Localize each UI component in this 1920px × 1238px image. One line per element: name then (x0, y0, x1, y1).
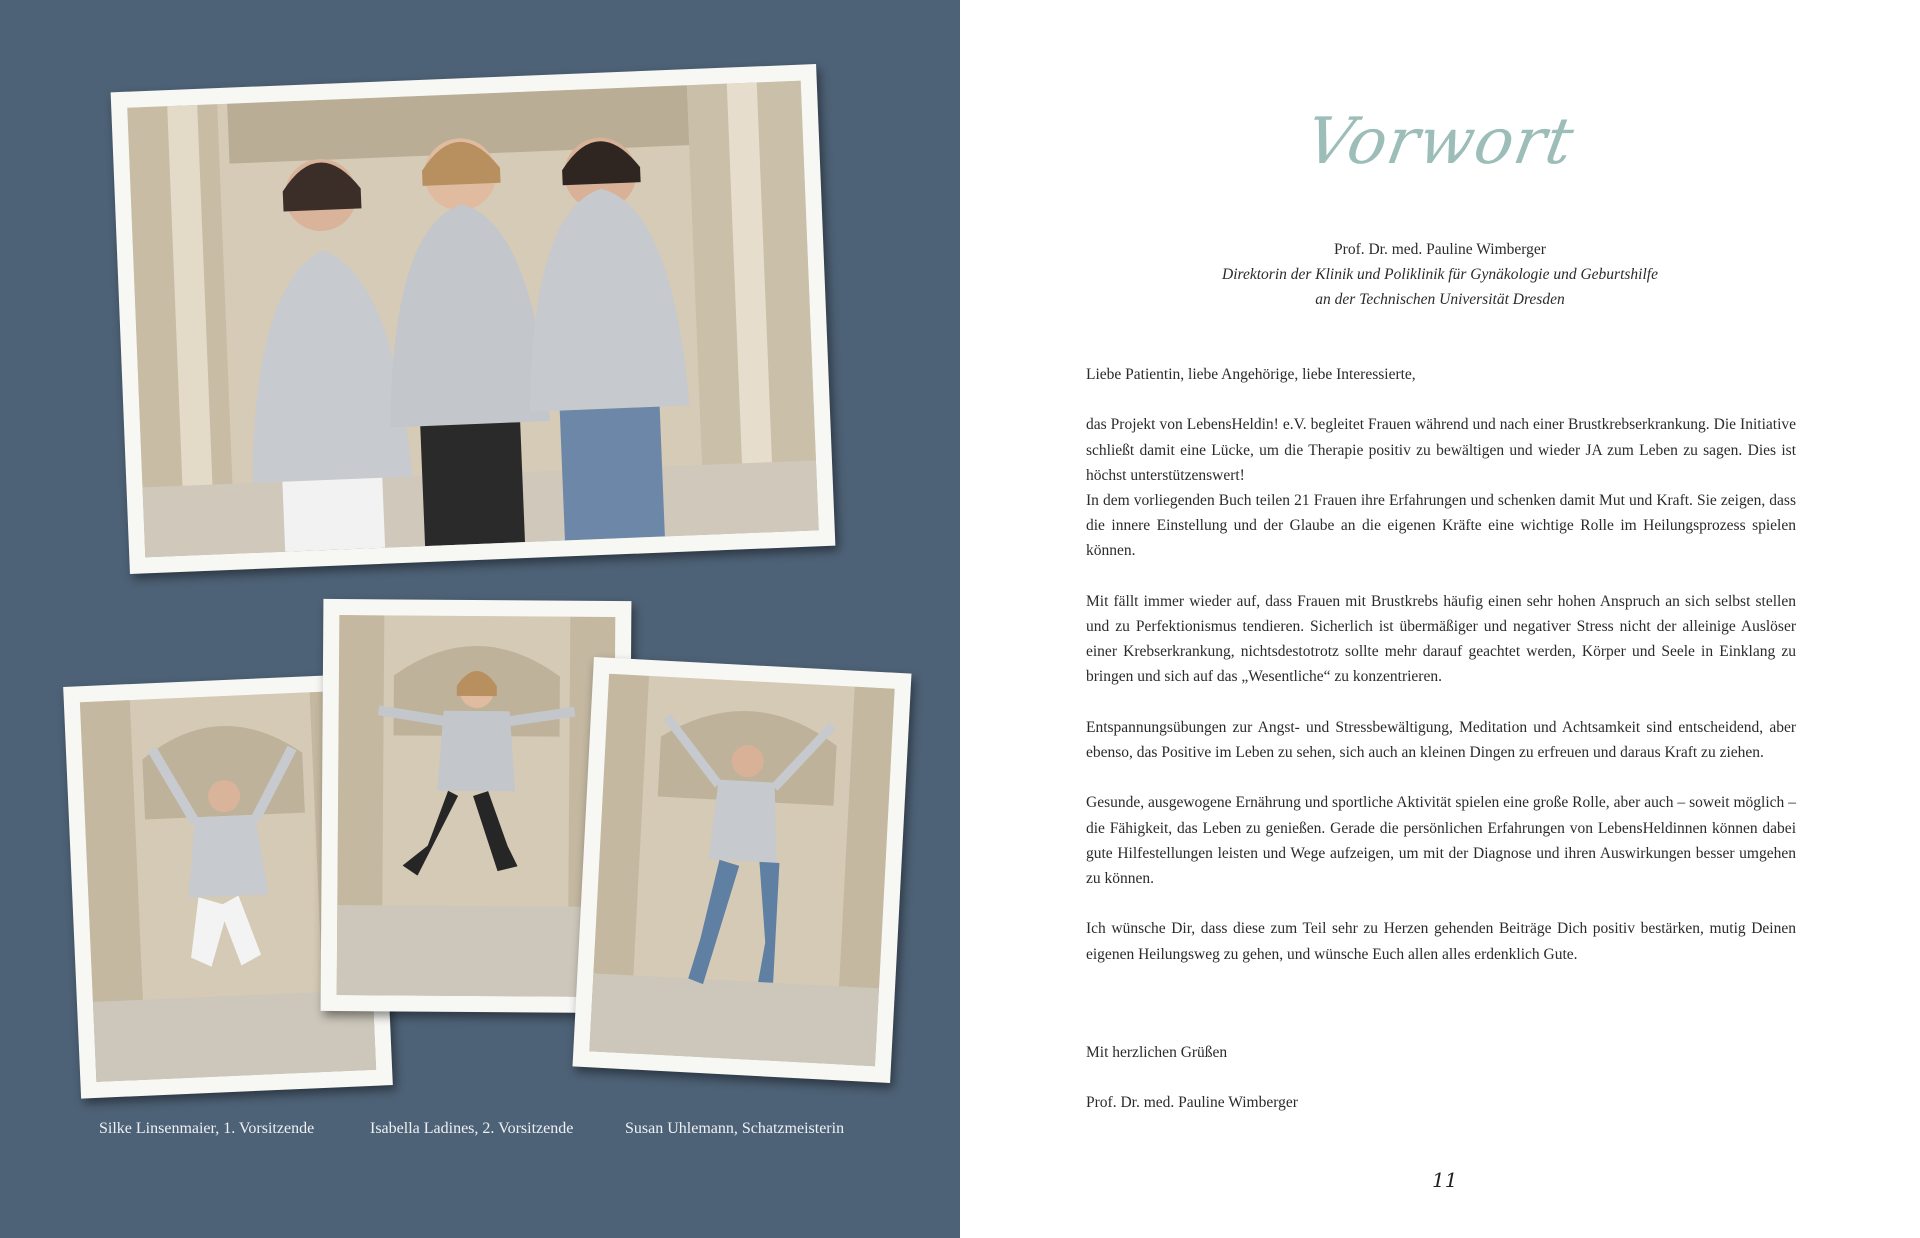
right-page (960, 0, 1920, 1238)
closing: Mit herzlichen Grüßen (1086, 1044, 1228, 1061)
paragraph-6: Ich wünsche Dir, dass diese zum Teil sehr zu Herzen gehenden Beiträge Dich positiv bestärken, mutig Deinen eigenen Heilungsweg zu gehen, und wünsche Euch allen alles erdenklich Gute. (1086, 920, 1796, 963)
jump-photo-isabella-image (337, 615, 616, 997)
paragraph-5: Gesunde, ausgewogene Ernährung und sportliche Aktivität spielen eine große Rolle, aber auch – soweit möglich – die Fähigkeit, das Leben zu genießen. Gerade die persönlichen Erfahrungen von LebensHeldinnen können dabei gute Hilfestellungen leisten und Wege aufzeigen, um mit der Diagnose und ihren Auswirkungen besser umgehen zu können. (1086, 794, 1796, 887)
foreword-body (1086, 362, 1796, 992)
group-photo-image (127, 81, 819, 558)
photo-captions (0, 1120, 960, 1150)
caption-silke: Silke Linsenmaier, 1. Vorsitzende (99, 1120, 315, 1137)
author-role-line1: Direktorin der Klinik und Poliklinik für Gynäkologie und Geburtshilfe (1222, 266, 1658, 283)
caption-isabella: Isabella Ladines, 2. Vorsitzende (370, 1120, 574, 1137)
page-title: Vorwort (1300, 105, 1580, 179)
author-role-line2: an der Technischen Universität Dresden (1315, 291, 1565, 308)
signature: Prof. Dr. med. Pauline Wimberger (1086, 1094, 1298, 1111)
page-number: 11 (1432, 1168, 1458, 1192)
paragraph-block-1 (1086, 412, 1796, 563)
caption-susan: Susan Uhlemann, Schatzmeisterin (625, 1120, 845, 1137)
paragraph-4: Entspannungsübungen zur Angst- und Stressbewältigung, Meditation und Achtsamkeit sind entscheidend, aber ebenso, das Positive im Leben zu sehen, sich auch an kleinen Dingen zu erfreuen und daraus Kraft zu ziehen. (1086, 718, 1796, 761)
paragraph-1: das Projekt von LebensHeldin! e.V. begleitet Frauen während und nach einer Brustkrebserkrankung. Die Initiative schließt damit eine Lücke, um die Therapie positiv zu bewältigen und wieder JA zum Leben zu sagen. Dies ist höchst unterstützenswert! (1086, 416, 1796, 484)
author-name: Prof. Dr. med. Pauline Wimberger (1334, 241, 1546, 258)
jump-photo-susan-image (589, 674, 894, 1066)
group-photo (111, 64, 836, 574)
paragraph-2: In dem vorliegenden Buch teilen 21 Frauen ihre Erfahrungen und schenken damit Mut und Kraft. Sie zeigen, dass die innere Einstellung und der Glaube an die eigenen Kräfte eine wichtige Rolle im Heilungsprozess spielen können. (1086, 492, 1796, 560)
jump-photo-susan (572, 657, 911, 1083)
salutation: Liebe Patientin, liebe Angehörige, liebe Interessierte, (1086, 366, 1416, 383)
author-block (960, 237, 1920, 312)
paragraph-3: Mit fällt immer wieder auf, dass Frauen mit Brustkrebs häufig einen sehr hohen Anspruch an sich selbst stellen und zu Perfektionismus tendieren. Sicherlich ist übermäßiger und negativer Stress nicht der alleinige Auslöser einer Krebserkrankung, nichtsdestotrotz sollte mehr darauf geachtet werden, Körper und Seele in Einklang zu bringen und sich auf das „Wesentliche“ zu konzentrieren. (1086, 592, 1796, 686)
